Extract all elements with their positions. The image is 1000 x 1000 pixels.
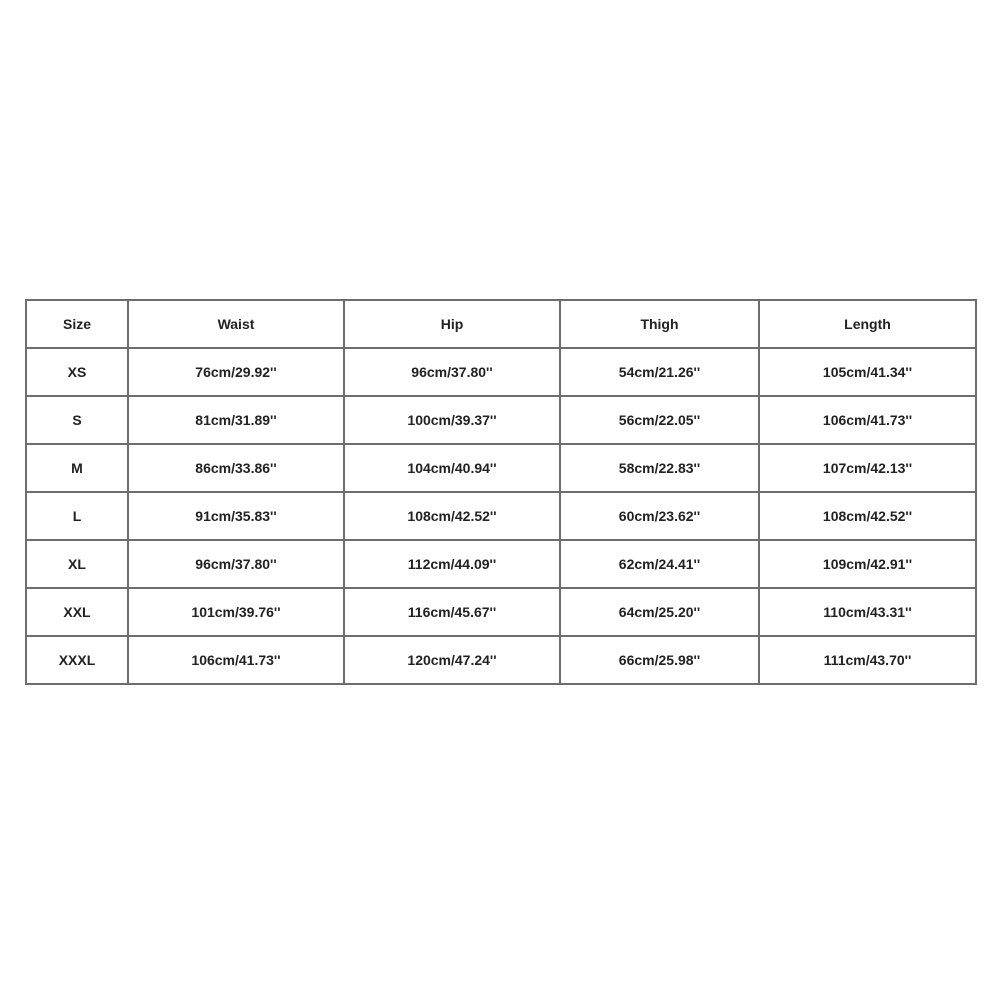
cell-hip: 112cm/44.09'' <box>344 540 560 588</box>
cell-size: S <box>26 396 128 444</box>
cell-thigh: 60cm/23.62'' <box>560 492 759 540</box>
cell-hip: 108cm/42.52'' <box>344 492 560 540</box>
cell-length: 111cm/43.70'' <box>759 636 976 684</box>
cell-thigh: 62cm/24.41'' <box>560 540 759 588</box>
header-waist: Waist <box>128 300 344 348</box>
cell-hip: 116cm/45.67'' <box>344 588 560 636</box>
table-row <box>26 396 976 444</box>
cell-size: XL <box>26 540 128 588</box>
cell-waist: 81cm/31.89'' <box>128 396 344 444</box>
cell-length: 108cm/42.52'' <box>759 492 976 540</box>
cell-size: XXL <box>26 588 128 636</box>
cell-size: XS <box>26 348 128 396</box>
cell-hip: 104cm/40.94'' <box>344 444 560 492</box>
table-row <box>26 588 976 636</box>
table-row <box>26 444 976 492</box>
cell-size: L <box>26 492 128 540</box>
cell-length: 109cm/42.91'' <box>759 540 976 588</box>
cell-length: 107cm/42.13'' <box>759 444 976 492</box>
cell-thigh: 64cm/25.20'' <box>560 588 759 636</box>
cell-waist: 91cm/35.83'' <box>128 492 344 540</box>
header-thigh: Thigh <box>560 300 759 348</box>
cell-thigh: 56cm/22.05'' <box>560 396 759 444</box>
header-size: Size <box>26 300 128 348</box>
cell-hip: 100cm/39.37'' <box>344 396 560 444</box>
cell-waist: 101cm/39.76'' <box>128 588 344 636</box>
cell-thigh: 58cm/22.83'' <box>560 444 759 492</box>
cell-waist: 76cm/29.92'' <box>128 348 344 396</box>
cell-waist: 86cm/33.86'' <box>128 444 344 492</box>
cell-waist: 96cm/37.80'' <box>128 540 344 588</box>
cell-waist: 106cm/41.73'' <box>128 636 344 684</box>
cell-thigh: 54cm/21.26'' <box>560 348 759 396</box>
cell-length: 106cm/41.73'' <box>759 396 976 444</box>
cell-size: M <box>26 444 128 492</box>
cell-size: XXXL <box>26 636 128 684</box>
table-row <box>26 492 976 540</box>
table-row <box>26 348 976 396</box>
header-hip: Hip <box>344 300 560 348</box>
cell-length: 110cm/43.31'' <box>759 588 976 636</box>
header-length: Length <box>759 300 976 348</box>
cell-length: 105cm/41.34'' <box>759 348 976 396</box>
table-row <box>26 636 976 684</box>
size-chart-table <box>25 299 977 685</box>
cell-hip: 120cm/47.24'' <box>344 636 560 684</box>
table-row <box>26 540 976 588</box>
cell-hip: 96cm/37.80'' <box>344 348 560 396</box>
cell-thigh: 66cm/25.98'' <box>560 636 759 684</box>
table-header-row <box>26 300 976 348</box>
